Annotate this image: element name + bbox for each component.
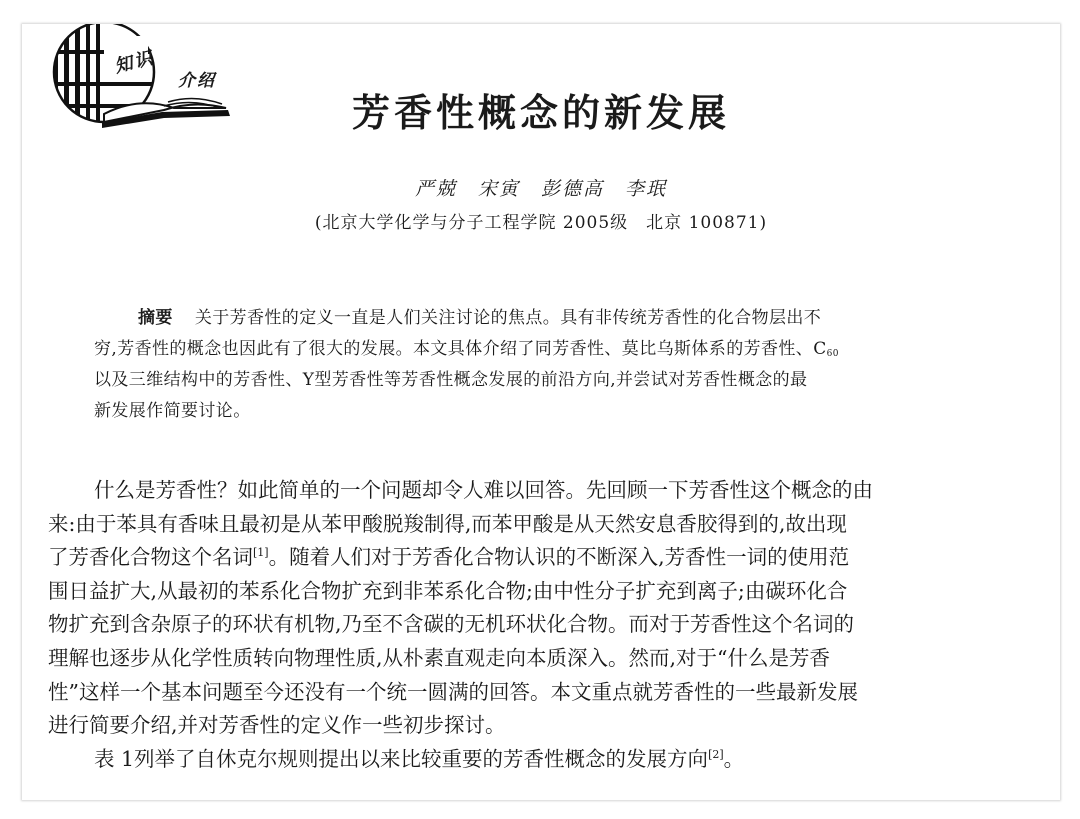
paragraph-line: 什么是芳香性？如此简单的一个问题却令人难以回答。先回顾一下芳香性这个概念的由: [94, 478, 873, 502]
abstract-line: 以及三维结构中的芳香性、Y型芳香性等芳香性概念发展的前沿方向,并尝试对芳香性概念的最: [94, 370, 808, 390]
logo-label-knowledge: 知识: [112, 47, 157, 78]
text-run: 了芳香化合物这个名词: [48, 545, 253, 570]
paragraph-line: 物扩充到含杂原子的环状有机物,乃至不含碳的无机环状化合物。而对于芳香性这个名词的: [48, 612, 855, 637]
text-run: 。随着人们对于芳香化合物认识的不断深入,芳香性一词的使用范: [268, 545, 850, 570]
article-authors: 严兢 宋寅 彭德高 李珉: [414, 178, 667, 200]
body-text: [48, 474, 1048, 776]
abstract-line: 新发展作简要讨论。: [94, 401, 251, 421]
article-affiliation: (北京大学化学与分子工程学院 2005级 北京 100871): [314, 213, 768, 233]
citation-ref: [2]: [708, 747, 724, 761]
citation-ref: [1]: [253, 546, 269, 560]
subscript: 60: [826, 349, 839, 359]
paragraph-line: 理解也逐步从化学性质转向物理性质,从朴素直观走向本质深入。然而,对于“什么是芳香: [48, 645, 831, 670]
text-run: 表 1列举了自休克尔规则提出以来比较重要的芳香性概念的发展方向: [94, 746, 709, 771]
abstract-text: 关于芳香性的定义一直是人们关注讨论的焦点。具有非传统芳香性的化合物层出不: [194, 308, 822, 328]
paragraph-line: [48, 743, 1048, 777]
paragraph-line: 进行简要介绍,并对芳香性的定义作一些初步探讨。: [48, 713, 506, 738]
paragraph-line: 来:由于苯具有香味且最初是从苯甲酸脱羧制得,而苯甲酸是从天然安息香胶得到的,故出现: [48, 511, 847, 536]
abstract-label: 摘要: [138, 308, 173, 328]
abstract-line: [94, 303, 994, 334]
paragraph-line: 性”这样一个基本问题至今还没有一个统一圆满的回答。本文重点就芳香性的一些最新发展: [48, 679, 858, 704]
abstract-text: 穷,芳香性的概念也因此有了很大的发展。本文具体介绍了同芳香性、莫比乌斯体系的芳香性、C: [94, 339, 827, 359]
article-title: 芳香性概念的新发展: [351, 91, 730, 135]
document-page: [22, 24, 1060, 800]
paragraph-line: 围日益扩大,从最初的苯系化合物扩充到非苯系化合物;由中性分子扩充到离子;由碳环化合: [48, 578, 848, 603]
abstract-line: [94, 334, 994, 365]
abstract: [94, 303, 994, 427]
paragraph-line: [48, 541, 1048, 575]
text-run: 。: [723, 746, 745, 771]
logo-label-intro: 介绍: [178, 71, 216, 91]
